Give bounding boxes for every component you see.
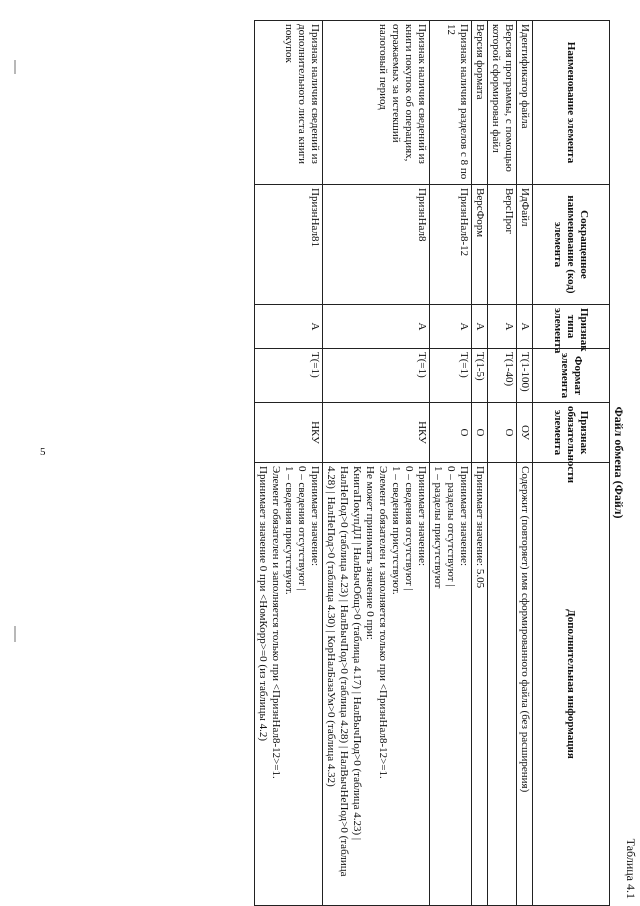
cell-info — [323, 463, 430, 906]
column-header-code: Сокращенное наименование (код) элемента — [533, 185, 610, 305]
rotated-table-sheet — [120, 20, 640, 905]
info-line: Элемент обязателен и заполняется только при <ПризнНал8-12>=1. — [377, 466, 389, 779]
info-line: Принимает значение: 5.05 — [474, 466, 486, 589]
column-header-name: Наименование элемента — [533, 21, 610, 185]
cell-format: T(=1) — [323, 349, 430, 403]
cell-info — [472, 463, 488, 906]
scan-margin-mark — [14, 60, 16, 74]
info-line: Принимает значение: — [309, 466, 321, 567]
cell-info — [517, 463, 533, 906]
cell-format: T(1-40) — [488, 349, 517, 403]
scan-margin-mark — [14, 626, 16, 642]
table-row — [430, 21, 472, 906]
table-title: Файл обмена (Файл) — [612, 406, 626, 519]
table-row — [472, 21, 488, 906]
cell-format: T(1-100) — [517, 349, 533, 403]
info-line: Принимает значение: — [458, 466, 470, 567]
cell-code: ПризнНал8-12 — [430, 185, 472, 305]
cell-required: О — [472, 403, 488, 463]
cell-code: ВерсФорм — [472, 185, 488, 305]
column-header-type: Признак типа элемента — [533, 305, 610, 349]
table-number: Таблица 4.1 — [624, 838, 638, 899]
cell-name: Идентификатор файла — [517, 21, 533, 185]
column-header-required: Признак обязательности элемента — [533, 403, 610, 463]
cell-type: А — [430, 305, 472, 349]
cell-name: Признак наличия сведений из дополнительного листа книги покупок — [255, 21, 323, 185]
cell-name: Признак наличия разделов с 8 по 12 — [430, 21, 472, 185]
info-line: 0 – сведения отсутствуют | — [403, 466, 415, 591]
info-line: 1 – сведения присутствуют. — [390, 466, 402, 595]
cell-code: ПризнНал81 — [255, 185, 323, 305]
table-row — [517, 21, 533, 906]
cell-code: ВерсПрог — [488, 185, 517, 305]
cell-code: ПризнНал8 — [323, 185, 430, 305]
column-header-format: Формат элемента — [533, 349, 610, 403]
info-line: Принимает значение 0 при <НомКорр>=0 (из таблицы 4.2) — [257, 466, 269, 742]
info-line: 0 – сведения отсутствуют | — [296, 466, 308, 591]
info-line: КнигаПокупДЛ | НалВычОбщ>0 (таблица 4.17) | НалВычПод>0 (таблица 4.23) | НалНеПод>0 (таблица 4.23) | НалВычПод>0 (таблица 4.28) | НалВычНеПод>0 (таблица 4.28) | НалНеПод>0 (таблица 4.30) | КорНалБазаУм>0 (таблица 4.32) — [325, 466, 363, 877]
cell-type: А — [517, 305, 533, 349]
cell-name: Версия формата — [472, 21, 488, 185]
cell-info — [488, 463, 517, 906]
info-line: Принимает значение: — [416, 466, 428, 567]
cell-format: T(1-5) — [472, 349, 488, 403]
cell-name: Признак наличия сведений из книги покупок об операциях, отражаемых за истекший налоговый период — [323, 21, 430, 185]
column-header-info: Дополнительная информация — [533, 463, 610, 906]
table-row — [488, 21, 517, 906]
cell-format: T(=1) — [430, 349, 472, 403]
info-line: 1 – сведения присутствуют. — [283, 466, 295, 595]
table-row — [255, 21, 323, 906]
cell-required: О — [488, 403, 517, 463]
cell-type: А — [488, 305, 517, 349]
cell-required: ОУ — [517, 403, 533, 463]
cell-code: ИдФайл — [517, 185, 533, 305]
info-line: 1 – разделы присутствуют — [432, 466, 444, 589]
cell-type: А — [255, 305, 323, 349]
info-line: Не может принимать значение 0 при: — [364, 466, 376, 640]
cell-name: Версия программы, с помощью которой сформирован файл — [488, 21, 517, 185]
cell-info — [430, 463, 472, 906]
cell-format: T(=1) — [255, 349, 323, 403]
cell-info — [255, 463, 323, 906]
page-number: 5 — [40, 446, 46, 458]
cell-required: О — [430, 403, 472, 463]
table-header-row — [533, 21, 610, 906]
info-line: Содержит (повторяет) имя сформированного файла (без расширения) — [519, 466, 531, 793]
cell-type: А — [472, 305, 488, 349]
table-row — [323, 21, 430, 906]
cell-required: НКУ — [323, 403, 430, 463]
info-line: 0 – разделы отсутствуют | — [445, 466, 457, 587]
info-line: Элемент обязателен и заполняется только при <ПризнНал8-12>=1. — [270, 466, 282, 779]
cell-required: НКУ — [255, 403, 323, 463]
element-table — [254, 20, 610, 906]
cell-type: А — [323, 305, 430, 349]
